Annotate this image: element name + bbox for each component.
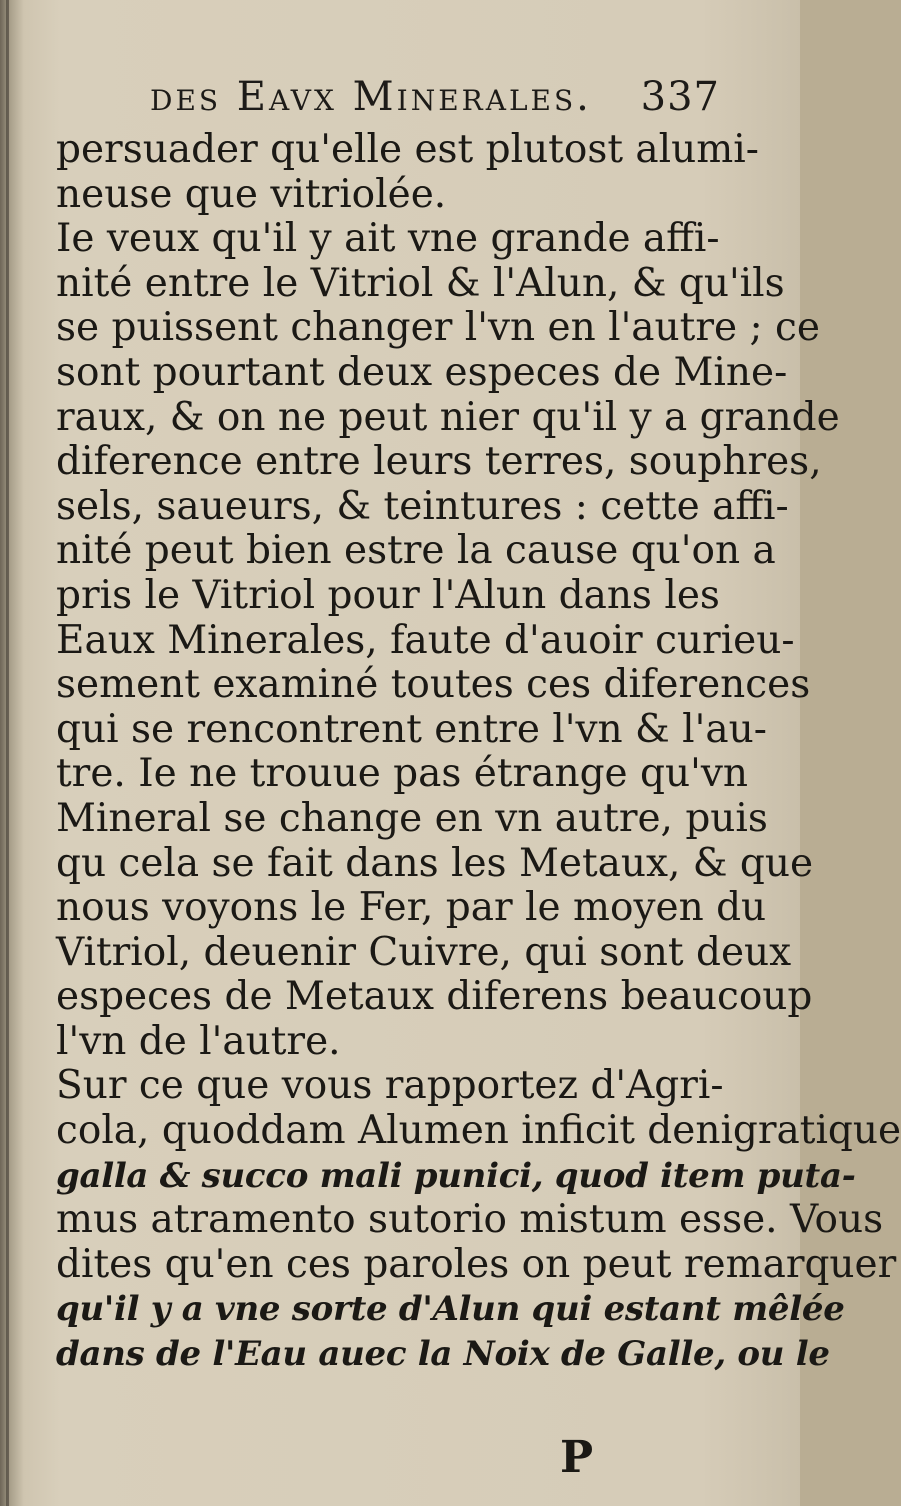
text-line: Mineral se change en vn autre, puis	[56, 795, 768, 841]
text-line: cola, quoddam Alumen inficit denigratique	[56, 1108, 901, 1154]
signature-mark: P	[560, 1432, 594, 1483]
text-line: Eaux Minerales, faute d'auoir curieu-	[56, 617, 795, 663]
page-number: 337	[640, 74, 720, 120]
text-line: nous voyons le Fer, par le moyen du	[56, 885, 767, 931]
text-line: mus atramento sutorio mistum esse. Vous	[56, 1197, 884, 1243]
text-line: qui se rencontrent entre l'vn & l'au-	[56, 706, 767, 752]
text-line: sont pourtant deux especes de Mine-	[56, 349, 788, 395]
running-title: des Eavx Minerales.	[150, 74, 592, 120]
text-line: Sur ce que vous rapportez d'Agri-	[56, 1063, 724, 1109]
text-line: neuse que vitriolée.	[56, 171, 447, 217]
text-line: sels, saueurs, & teintures : cette affi-	[56, 483, 789, 529]
text-line: dites qu'en ces paroles on peut remarquer	[56, 1241, 897, 1287]
text-line: Ie veux qu'il y ait vne grande affi-	[56, 216, 720, 262]
text-line: especes de Metaux diferens beaucoup	[56, 974, 813, 1020]
body-text	[56, 127, 901, 1377]
text-line: qu cela se fait dans les Metaux, & que	[56, 840, 814, 886]
text-line: persuader qu'elle est plutost alumi-	[56, 127, 759, 172]
text-line: dans de l'Eau auec la Noix de Galle, ou le	[56, 1334, 830, 1375]
running-header	[150, 74, 720, 120]
text-line: tre. Ie ne trouue pas étrange qu'vn	[56, 751, 748, 797]
text-line: diference entre leurs terres, souphres,	[56, 439, 822, 485]
text-line: se puissent changer l'vn en l'autre ; ce	[56, 305, 820, 351]
text-line: qu'il y a vne sorte d'Alun qui estant mêlée	[56, 1289, 845, 1330]
text-line: nité entre le Vitriol & l'Alun, & qu'ils	[56, 260, 785, 306]
binding-edge	[6, 0, 9, 1506]
text-line: sement examiné toutes ces diferences	[56, 662, 811, 708]
text-line: Vitriol, deuenir Cuivre, qui sont deux	[56, 929, 792, 975]
text-line: l'vn de l'autre.	[56, 1018, 341, 1064]
text-line: nité peut bien estre la cause qu'on a	[56, 528, 776, 574]
text-line: pris le Vitriol pour l'Alun dans les	[56, 572, 720, 618]
text-line: raux, & on ne peut nier qu'il y a grande	[56, 394, 840, 440]
text-line: galla & succo mali punici, quod item puta-	[56, 1155, 856, 1196]
